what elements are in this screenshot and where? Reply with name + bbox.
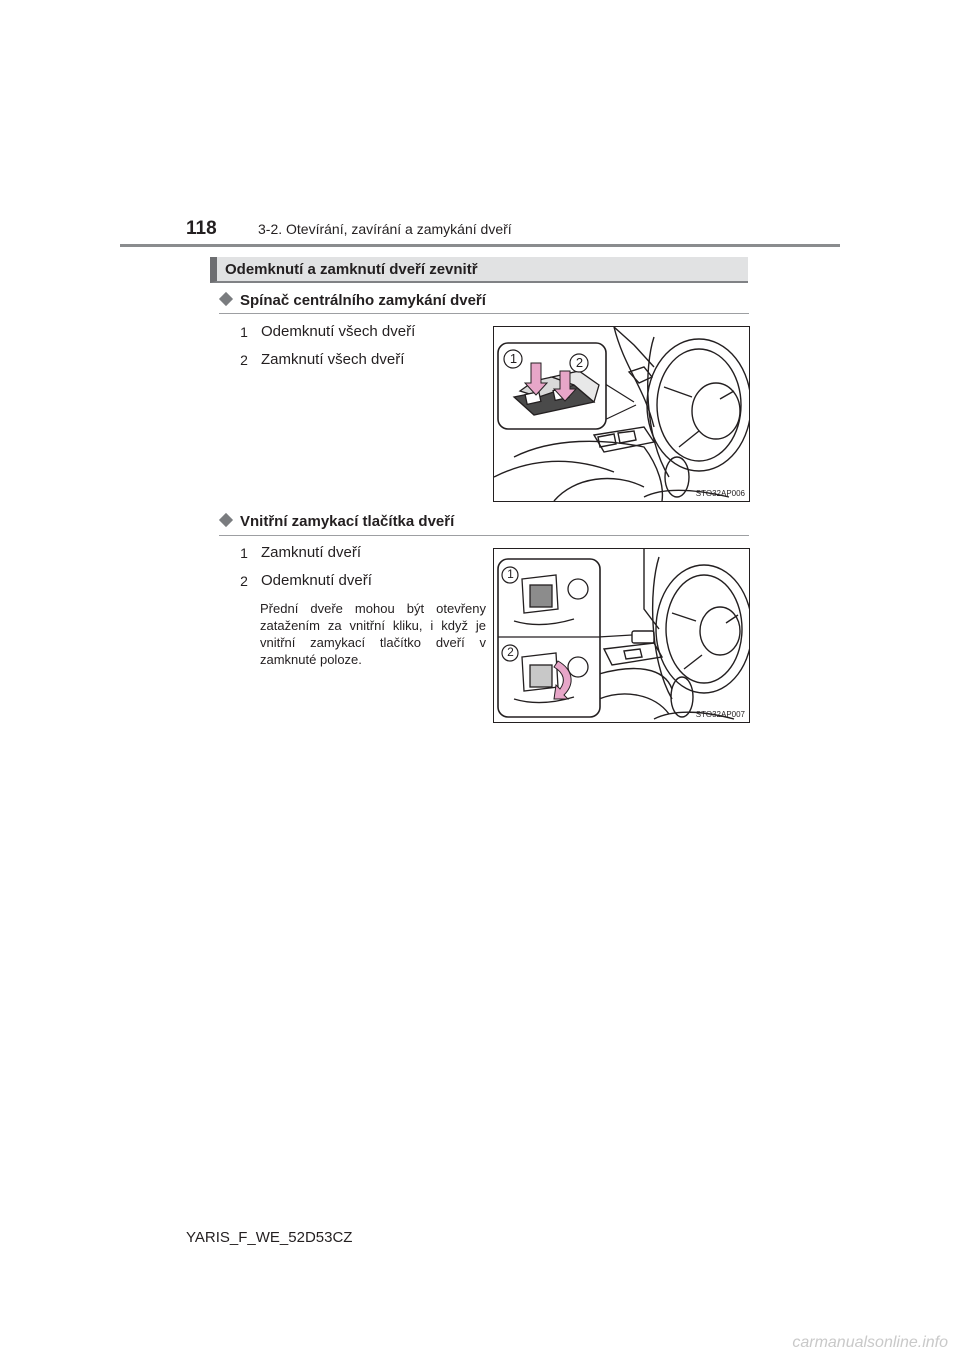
figure-central-lock-switch: [493, 326, 750, 502]
step-number-2: 2: [240, 352, 248, 368]
note-paragraph: Přední dveře mohou být otevřeny zatažením za vnitřní kliku, i když je vnitřní zamykací tlačítko dveří v zamknuté poloze.: [260, 601, 486, 667]
step-text: Odemknutí všech dveří: [261, 323, 416, 340]
diamond-bullet-icon: [219, 292, 233, 306]
figure-code: STO32AP006: [695, 489, 745, 498]
step-number-1: 1: [240, 545, 248, 561]
figure-callout-1: 1: [509, 351, 518, 366]
step-number-2: 2: [240, 573, 248, 589]
step-text: Zamknutí dveří: [261, 544, 362, 561]
figure-inside-lock-buttons: [493, 548, 750, 723]
document-code: YARIS_F_WE_52D53CZ: [186, 1229, 353, 1246]
chapter-title: 3-2. Otevírání, zavírání a zamykání dveří: [258, 221, 512, 237]
diamond-bullet-icon: [219, 513, 233, 527]
section-title: Odemknutí a zamknutí dveří zevnitř: [225, 261, 478, 278]
page-number: 118: [186, 218, 217, 239]
subsection-title-text: Spínač centrálního zamykání dveří: [240, 292, 486, 309]
header-rule: [120, 244, 840, 247]
car-interior-illustration: [494, 549, 749, 722]
subsection-title-text: Vnitřní zamykací tlačítka dveří: [240, 513, 455, 530]
car-interior-illustration: [494, 327, 749, 501]
subsection-title-central-lock: [221, 292, 486, 309]
watermark: carmanualsonline.info: [792, 1334, 948, 1351]
figure-callout-2: 2: [575, 355, 584, 370]
step-text: Zamknutí všech dveří: [261, 351, 405, 368]
step-number-1: 1: [240, 324, 248, 340]
figure-callout-1: 1: [507, 567, 514, 581]
subsection-rule: [219, 313, 749, 314]
subsection-rule: [219, 535, 749, 536]
figure-callout-2: 2: [507, 645, 514, 659]
step-text: Odemknutí dveří: [261, 572, 372, 589]
subsection-title-inside-lock-buttons: [221, 513, 454, 530]
figure-code: STO32AP007: [695, 710, 745, 719]
